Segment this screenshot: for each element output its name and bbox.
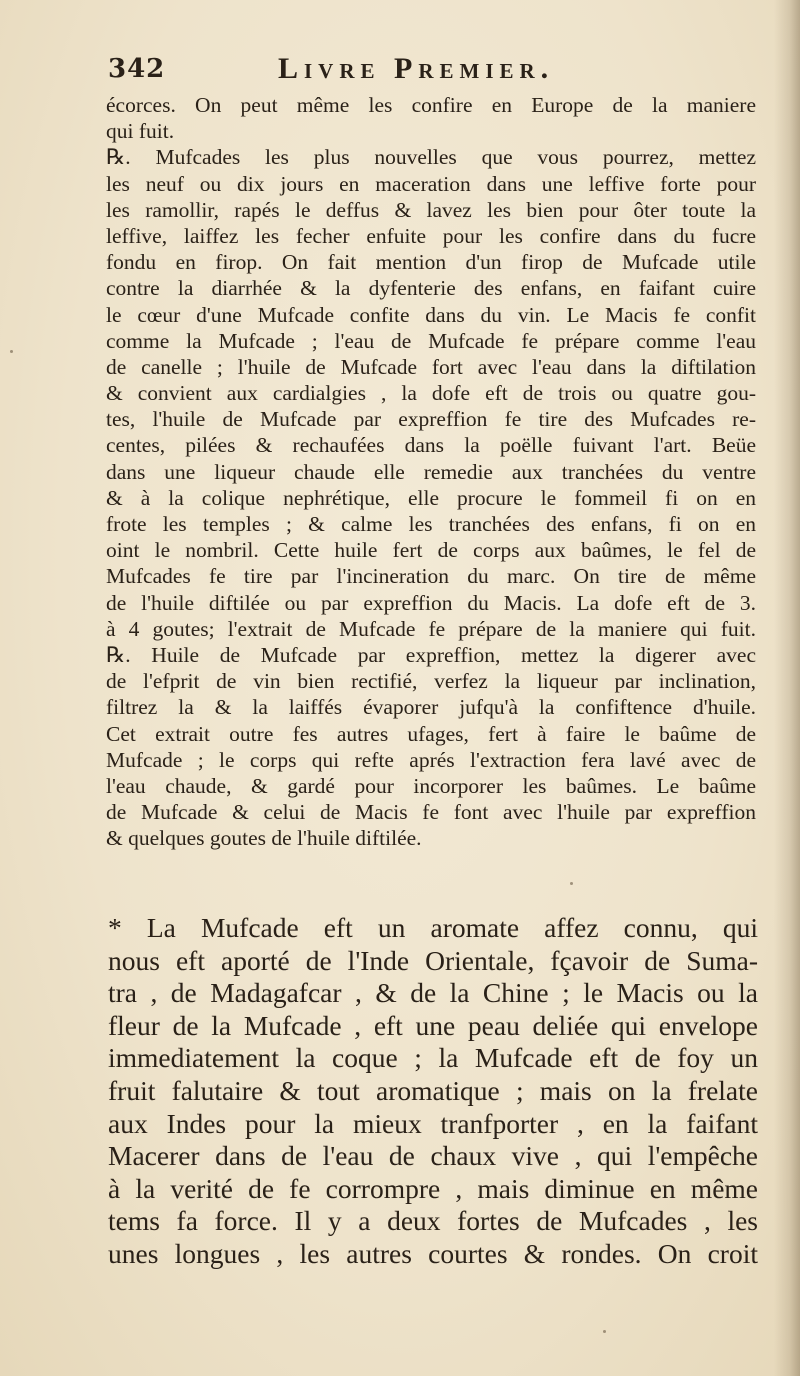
- text-line: leffive, laiffez les fecher enfuite pour les confire dans du fucre: [106, 223, 756, 248]
- text-line: les ramollir, rapés le deffus & lavez les bien pour ôter toute la: [106, 197, 756, 222]
- text-line: l'eau chaude, & gardé pour incorporer les baûmes. Le baûme: [106, 773, 756, 798]
- note-line: tra , de Madagafcar , & de la Chine ; le Macis ou la: [108, 977, 758, 1009]
- note-line: Macerer dans de l'eau de chaux vive , qui l'empêche: [108, 1140, 758, 1172]
- text-line: oint le nombril. Cette huile fert de corps aux baûmes, le fel de: [106, 538, 756, 563]
- text-line: ℞. Huile de Mufcade par expreffion, mettez la digerer avec: [106, 642, 756, 667]
- footnote-block: [108, 912, 758, 1271]
- text-line: & à la colique nephrétique, elle procure le fommeil fi on en: [106, 485, 756, 510]
- text-line: centes, pilées & rechaufées dans la poëlle fuivant l'art. Beüe: [106, 433, 756, 458]
- text-line: le cœur d'une Mufcade confite dans du vin. Le Macis fe confit: [106, 302, 756, 327]
- note-line: fruit falutaire & tout aromatique ; mais on la frelate: [108, 1074, 758, 1106]
- page-edge-shadow: [774, 0, 800, 1376]
- text-line: Cet extrait outre fes autres ufages, fert à faire le baûme de: [106, 721, 756, 746]
- note-line: aux Indes pour la mieux tranfporter , en la faifant: [108, 1107, 758, 1139]
- text-line: de l'efprit de vin bien rectifié, verfez la liqueur par inclination,: [106, 669, 756, 694]
- text-line: les neuf ou dix jours en maceration dans une leffive forte pour: [106, 171, 756, 196]
- text-line: ℞. Mufcades les plus nouvelles que vous pourrez, mettez: [106, 145, 756, 170]
- page-number: 342: [108, 54, 166, 84]
- book-title: Livre Premier.: [278, 52, 555, 85]
- text-line: qui fuit.: [106, 119, 175, 144]
- text-line: dans une liqueur chaude elle remedie aux tranchées du ventre: [106, 459, 756, 484]
- text-line: fondu en firop. On fait mention d'un firop de Mufcade utile: [106, 250, 756, 275]
- main-text-block: [106, 92, 756, 851]
- note-line: tems fa force. Il y a deux fortes de Mufcades , les: [108, 1205, 758, 1237]
- text-line: de canelle ; l'huile de Mufcade fort avec l'eau dans la diftilation: [106, 354, 756, 379]
- text-line: à 4 goutes; l'extrait de Mufcade fe prépare de la maniere qui fuit.: [106, 616, 756, 641]
- note-line: unes longues , les autres courtes & rondes. On croit: [108, 1237, 758, 1269]
- note-line: immediatement la coque ; la Mufcade eft de foy un: [108, 1042, 758, 1074]
- text-line: filtrez la & la laiffés évaporer jufqu'à la confiftence d'huile.: [106, 695, 756, 720]
- text-line: contre la diarrhée & la dyfenterie des enfans, en faifant cuire: [106, 276, 756, 301]
- paper-speck: [570, 882, 573, 885]
- note-line: * La Mufcade eft un aromate affez connu, qui: [108, 912, 758, 943]
- text-line: de l'huile diftilée ou par expreffion du Macis. La dofe eft de 3.: [106, 590, 756, 615]
- note-line: fleur de la Mufcade , eft une peau deliée qui envelope: [108, 1009, 758, 1041]
- text-line: Mufcades fe tire par l'incineration du marc. On tire de même: [106, 564, 756, 589]
- text-line: comme la Mufcade ; l'eau de Mufcade fe prépare comme l'eau: [106, 328, 756, 353]
- text-line: frote les temples ; & calme les tranchées des enfans, fi on en: [106, 512, 756, 536]
- running-head: [108, 54, 768, 90]
- text-line: Mufcade ; le corps qui refte aprés l'extraction fera lavé avec de: [106, 747, 756, 772]
- text-line: & quelques goutes de l'huile diftilée.: [106, 826, 422, 851]
- paper-speck: [603, 1330, 606, 1333]
- text-line: de Mufcade & celui de Macis fe font avec l'huile par expreffion: [106, 800, 756, 825]
- text-line: écorces. On peut même les confire en Europe de la maniere: [106, 93, 756, 117]
- text-line: tes, l'huile de Mufcade par expreffion fe tire des Mufcades re-: [106, 407, 756, 432]
- note-line: nous eft aporté de l'Inde Orientale, fçavoir de Suma-: [108, 944, 758, 976]
- note-line: à la verité de fe corrompre , mais diminue en même: [108, 1172, 758, 1204]
- text-line: & convient aux cardialgies , la dofe eft de trois ou quatre gou-: [106, 381, 756, 406]
- paper-speck: [10, 350, 13, 353]
